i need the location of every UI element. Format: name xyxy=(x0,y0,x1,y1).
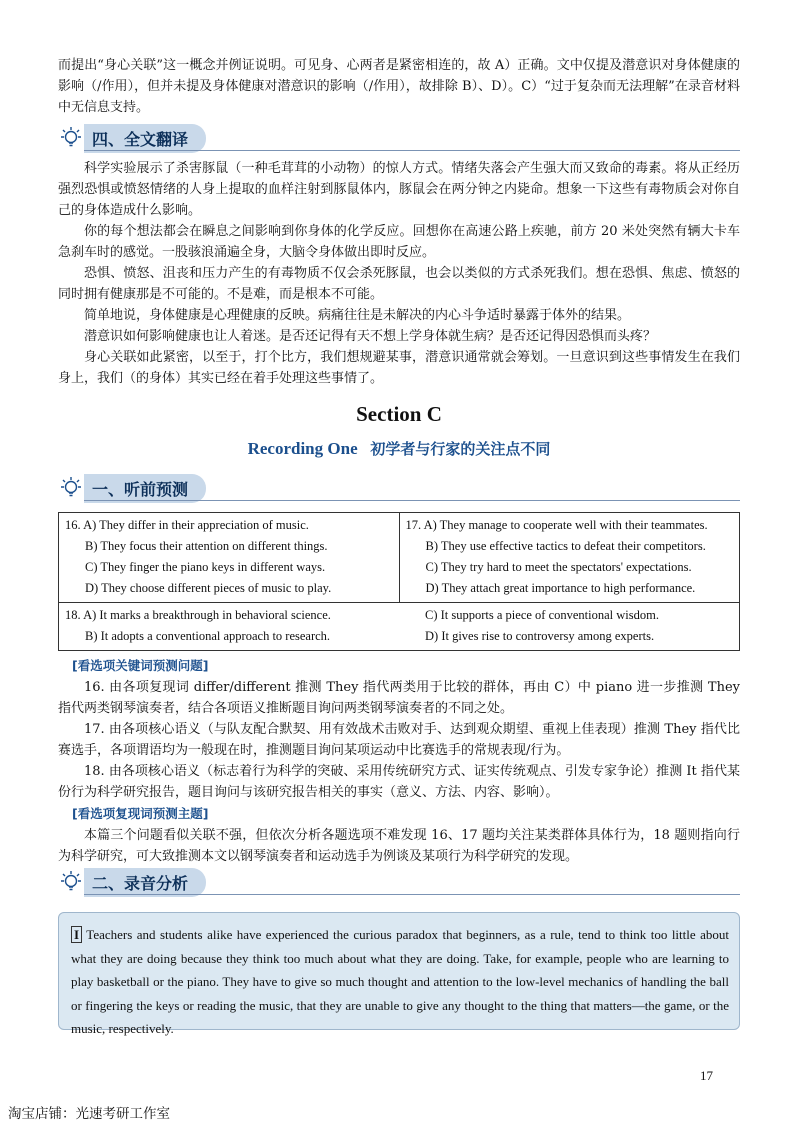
option-b: B) They use effective tactics to defeat their competitors. xyxy=(425,539,706,553)
option-c: C) They try hard to meet the spectators' expectations. xyxy=(425,560,692,574)
prediction-analysis xyxy=(58,655,740,867)
translation-paragraph: 身心关联如此紧密，以至于，打个比方，我们想规避某事，潜意识通常就会筹划。一旦意识到这些事情发生在我们身上，我们（的身体）其实已经在着手处理这些事情了。 xyxy=(58,350,740,386)
translation-paragraph: 恐惧、愤怒、沮丧和压力产生的有毒物质不仅会杀死豚鼠，也会以类似的方式杀死我们。想在恐惧、焦虑、愤怒的同时拥有健康那是不可能的。不是难，而是根本不可能。 xyxy=(58,266,740,302)
option-c: C) It supports a piece of conventional wisdom. xyxy=(425,608,659,622)
question-18-cont xyxy=(399,603,740,651)
question-16 xyxy=(59,513,400,603)
transcript-box xyxy=(58,912,740,1036)
option-d: D) They attach great importance to high performance. xyxy=(425,581,696,595)
translation-body xyxy=(58,158,740,389)
translation-paragraph: 简单地说，身体健康是心理健康的反映。病痛往往是未解决的内心斗争适时暴露于体外的结果。 xyxy=(84,308,631,323)
transcript-body: Teachers and students alike have experienced the curious paradox that beginners, as a rule, tend to think too little about what they are doing because they think too much about what they are doing. Take, for example, people who are learning to play basketball or the piano. They have to give so much thought and attention to the low-level mechanics of handling the ball or fingering the keys or reading the music, that they are unable to give any thought to the thing that matters—the game, or the music, respectively. xyxy=(71,927,729,1036)
keyword-tag: [看选项关键词预测问题] xyxy=(72,658,209,673)
options-row xyxy=(59,513,740,603)
prelisten-header-label: 一、听前预测 xyxy=(84,474,206,503)
option-a: A) They manage to cooperate well with their teammates. xyxy=(423,518,708,532)
paragraph-marker: I xyxy=(71,926,82,943)
recording-title xyxy=(58,438,740,459)
translation-paragraph: 科学实验展示了杀害豚鼠（一种毛茸茸的小动物）的惊人方式。情绪失落会产生强大而又致命的毒素。将从正经历强烈恐惧或愤怒情绪的人身上提取的血样注射到豚鼠体内，豚鼠会在两分钟之内毙命。想象一下这些有毒物质会对你自己的身体造成什么影响。 xyxy=(58,161,740,218)
question-number: 17. xyxy=(405,518,422,532)
translation-header-label: 四、全文翻译 xyxy=(84,124,206,153)
theme-tag: [看选项复现词预测主题] xyxy=(72,806,209,821)
recording-title-cn: 初学者与行家的关注点不同 xyxy=(370,440,551,458)
options-table xyxy=(58,512,740,651)
option-a: A) They differ in their appreciation of music. xyxy=(83,518,309,532)
analysis-18: 18. 由各项核心语义（标志着行为科学的突破、采用传统研究方式、证实传统观点、引发专家争论）推测 It 指代某份行为科学研究报告，题目询问与该研究报告相关的事实（意义、方法、内容、影响）。 xyxy=(58,764,740,800)
option-b: B) They focus their attention on different things. xyxy=(85,539,328,553)
question-18 xyxy=(59,603,400,651)
translation-paragraph: 你的每个想法都会在瞬息之间影响到你身体的化学反应。回想你在高速公路上疾驰，前方 20 米处突然有辆大卡车急刹车时的感觉。一股骇浪涌遍全身，大脑令身体做出即时反应。 xyxy=(58,224,740,260)
analysis-header-label: 二、录音分析 xyxy=(84,868,206,897)
option-a: A) It marks a breakthrough in behavioral science. xyxy=(83,608,331,622)
page-number: 17 xyxy=(700,1068,713,1083)
analysis-header xyxy=(58,868,740,896)
question-number: 16. xyxy=(65,518,81,532)
shop-label: 淘宝店铺：光速考研工作室 xyxy=(8,1106,170,1122)
options-row xyxy=(59,603,740,651)
option-d: D) They choose different pieces of music to play. xyxy=(85,581,332,595)
analysis-16: 16. 由各项复现词 differ/different 推测 They 指代两类用于比较的群体，再由 C）中 piano 进一步推测 They 指代两类钢琴演奏者，结合各项语义推断题目询问两类钢琴演奏者的不同之处。 xyxy=(58,680,740,716)
translation-header xyxy=(58,124,740,152)
question-number: 18. xyxy=(65,608,81,622)
lightbulb-icon xyxy=(58,869,84,895)
question-17 xyxy=(399,513,740,603)
option-d: D) It gives rise to controversy among experts. xyxy=(425,629,655,643)
lightbulb-icon xyxy=(58,125,84,151)
translation-paragraph: 潜意识如何影响健康也让人着迷。是否还记得有天不想上学身体就生病？是否还记得因恐惧而头疼？ xyxy=(84,329,657,344)
recording-title-en: Recording One xyxy=(247,439,358,458)
lightbulb-icon xyxy=(58,475,84,501)
prelisten-header xyxy=(58,474,740,502)
analysis-17: 17. 由各项核心语义（与队友配合默契、用有效战术击败对手、达到观众期望、重视上佳表现）推测 They 指代比赛选手，各项谓语均为一般现在时，推测题目询问某项运动中比赛选手的常规表现/行为。 xyxy=(58,722,740,758)
transcript-text xyxy=(71,923,729,1041)
option-b: B) It adopts a conventional approach to research. xyxy=(85,629,331,643)
theme-summary: 本篇三个问题看似关联不强，但依次分析各题选项不难发现 16、17 题均关注某类群体具体行为，18 题则指向行为科学研究，可大致推测本文以钢琴演奏者和运动选手为例谈及某项行为科学研究的发现。 xyxy=(58,828,740,864)
section-title: Section C xyxy=(356,402,442,426)
intro-paragraph: 而提出“身心关联”这一概念并例证说明。可见身、心两者是紧密相连的，故 A）正确。文中仅提及潜意识对身体健康的影响（/作用），但并未提及身体健康对潜意识的影响（/作用），故排除 B）、D）。C）“过于复杂而无法理解”在录音材料中无信息支持。 xyxy=(58,58,740,115)
option-c: C) They finger the piano keys in different ways. xyxy=(85,560,326,574)
